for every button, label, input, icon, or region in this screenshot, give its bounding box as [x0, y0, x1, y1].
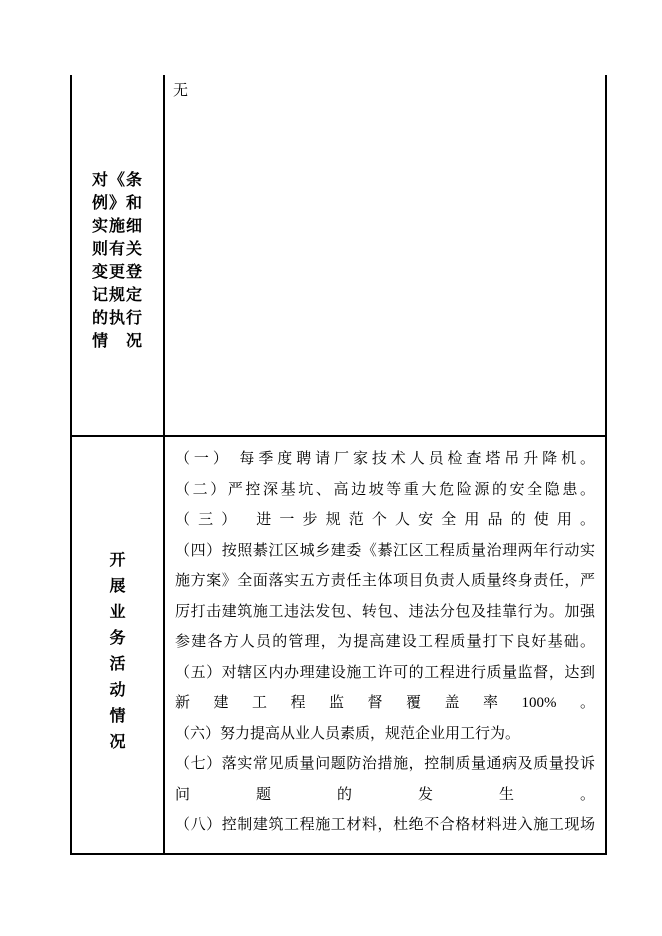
- table-row-business-activities: [70, 437, 607, 853]
- text-line: （三） 进一步规范个人安全用品的使用。: [175, 512, 595, 528]
- text-line: 活: [109, 656, 126, 673]
- text-line: 则有关: [91, 241, 143, 258]
- text-line: 记规定: [91, 287, 143, 304]
- text-line: （六）努力提高从业人员素质，规范企业用工行为。: [175, 725, 521, 742]
- text-line: 实施细: [91, 218, 143, 235]
- text-line: 问题的发生。: [175, 786, 595, 803]
- business-activities-text: [175, 444, 595, 841]
- text-line: 例》和: [91, 195, 143, 212]
- text-line: 的执行: [91, 310, 143, 327]
- change-registration-answer: 无: [173, 83, 189, 99]
- text-line: 开: [109, 552, 126, 569]
- row-header-business-activities: [70, 437, 165, 853]
- text-line: （五）对辖区内办理建设施工许可的工程进行质量监督，达到: [175, 664, 595, 681]
- text-line: 况: [109, 734, 126, 751]
- text-line: 对《条: [91, 172, 143, 189]
- row-content-change-registration: [165, 75, 607, 435]
- text-line: 参建各方人员的管理，为提高建设工程质量打下良好基础。: [175, 634, 595, 650]
- text-line: 新建工程监督覆盖率100%。: [175, 695, 595, 711]
- text-line: 厉打击建筑施工违法发包、转包、违法分包及挂靠行为。加强: [175, 603, 595, 620]
- text-line: （二）严控深基坑、高边坡等重大危险源的安全隐患。: [175, 481, 595, 498]
- text-line: 业: [109, 604, 126, 621]
- text-line: （八）控制建筑工程施工材料，杜绝不合格材料进入施工现场: [175, 817, 595, 833]
- report-table: [70, 75, 607, 855]
- text-line: 变更登: [91, 264, 143, 281]
- text-line: （一） 每季度聘请厂家技术人员检查塔吊升降机。: [175, 451, 595, 467]
- text-line: 动: [109, 682, 126, 699]
- text-line: 施方案》全面落实五方责任主体项目负责人质量终身责任，严: [175, 573, 595, 589]
- row-header-change-registration: [70, 75, 165, 435]
- text-line: 展: [109, 578, 126, 595]
- row-header-business-activities-text: [109, 534, 125, 756]
- row-content-business-activities: [165, 437, 607, 853]
- text-line: 务: [109, 630, 126, 647]
- text-line: （七）落实常见质量问题防治措施，控制质量通病及质量投诉: [175, 756, 595, 772]
- table-row-change-registration: [70, 75, 607, 437]
- text-line: （四）按照綦江区城乡建委《綦江区工程质量治理两年行动实: [175, 542, 595, 559]
- text-line: 情 况: [91, 333, 143, 350]
- text-line: 情: [109, 708, 126, 725]
- row-header-change-registration-text: [92, 157, 143, 353]
